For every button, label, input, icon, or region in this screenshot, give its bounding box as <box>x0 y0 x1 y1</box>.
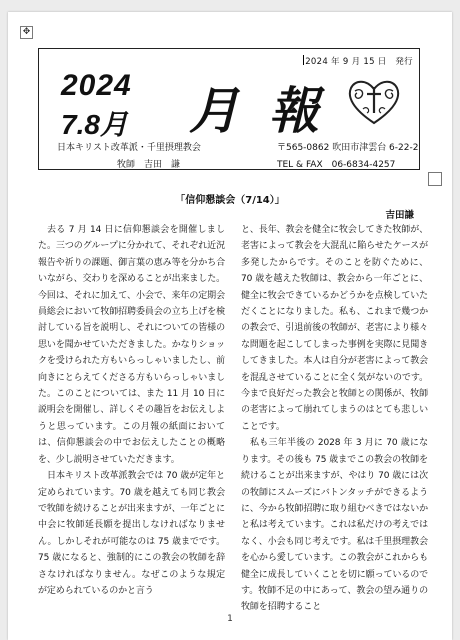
article-paragraph: 去る 7 月 14 日に信仰懇談会を開催しました。三つのグループに分かれて、それぞれ近況報告や祈りの課題、御言葉の恵み等を分かち合いながら、交わりを深めることが出来ました。今回は、それに加えて、小会で、来年の定期会員総会において牧師招聘委員会の立ち上げを検討している旨を説明し、それについての皆様の思いを聞かせていただきました。かなりショックを受けられた方もいらっしゃいましたし、前向きにとらえてくださる方もいらっしゃいました。このことについては、また 11 月 10 日に説明会を開催し、詳しくその趣旨をお伝えしようと思っています。この月報の紙面においては、信仰懇談会の中でお伝えしたことの概略を、少し説明させていただきます。 <box>38 225 225 465</box>
issue-date-text: 2024 年 9 月 15 日 発行 <box>305 57 413 67</box>
article-column-left <box>38 222 225 599</box>
issue-date <box>303 55 413 67</box>
church-name: 日本キリスト改革派・千里摂理教会 <box>57 143 201 153</box>
church-address: 〒565-0862 吹田市津雲台 6-22-2 <box>277 143 419 153</box>
article-paragraph: 私も三年半後の 2028 年 3 月に 70 歳になります。その後も 75 歳までこの教会の牧師を続けることが出来ますが、やはり 70 歳には次の牧師にスムーズにバトンタッチができるように、今から牧師招聘に取り組むべきではないかと私は考えています。これは私だけの考えではなく、小会も同じ考えです。私は千里摂理教会を心から愛しています。この教会がこれからも健全に成長していくことを切に願っているのです。牧師不足の中にあって、教会の望み通りの牧師を招聘すること <box>241 438 428 613</box>
article-author: 吉田謙 <box>385 210 414 221</box>
page-number: 1 <box>227 614 233 624</box>
text-box-handle[interactable] <box>428 172 442 186</box>
article-column-right <box>241 222 428 616</box>
newsletter-title: 月報 <box>189 81 349 140</box>
tel-fax: TEL & FAX 06-6834-4257 <box>277 160 396 170</box>
move-handle-icon[interactable]: ✥ <box>20 26 33 39</box>
article-paragraph: 日本キリスト改革派教会では 70 歳が定年と定められています。70 歳を越えても同じ教会で牧師を続けることが出来ますが、一年ごとに中会に牧師延長願を提出しなければなりません。しかしそれが可能なのは 75 歳までです。75 歳になると、強制的にこの教会の牧師を辞さなければなりません。なぜこのような規定が定められているのかと言う <box>38 471 225 596</box>
issue-month: 7.8月 <box>61 109 128 140</box>
article-paragraph: と、長年、教会を健全に牧会してきた牧師が、老害によって教会を大混乱に陥らせたケースが多発したからです。そのことを防ぐために、70 歳を越えた牧師は、教会から一年ごとに、健全に牧会できているかどうかを点検していただくことになりました。私も、これまで幾つかの教会で、引退前後の牧師が、老害により様々な問題を起こしてしまった事例を実際に見聞きしてきました。本人は自分が老害によって教会を混乱させていることに全く気がないのです。今まで良好だった教会と牧師との関係が、牧師の老害によって崩れてしまうのはとても悲しいことです。 <box>241 225 428 432</box>
article-title: 「信仰懇談会（7/14）」 <box>175 195 285 206</box>
pastor-name: 牧師 吉田 謙 <box>117 160 181 170</box>
heart-cross-logo-icon <box>343 71 405 133</box>
issue-year: 2024 <box>61 69 132 102</box>
newsletter-header <box>38 48 420 170</box>
